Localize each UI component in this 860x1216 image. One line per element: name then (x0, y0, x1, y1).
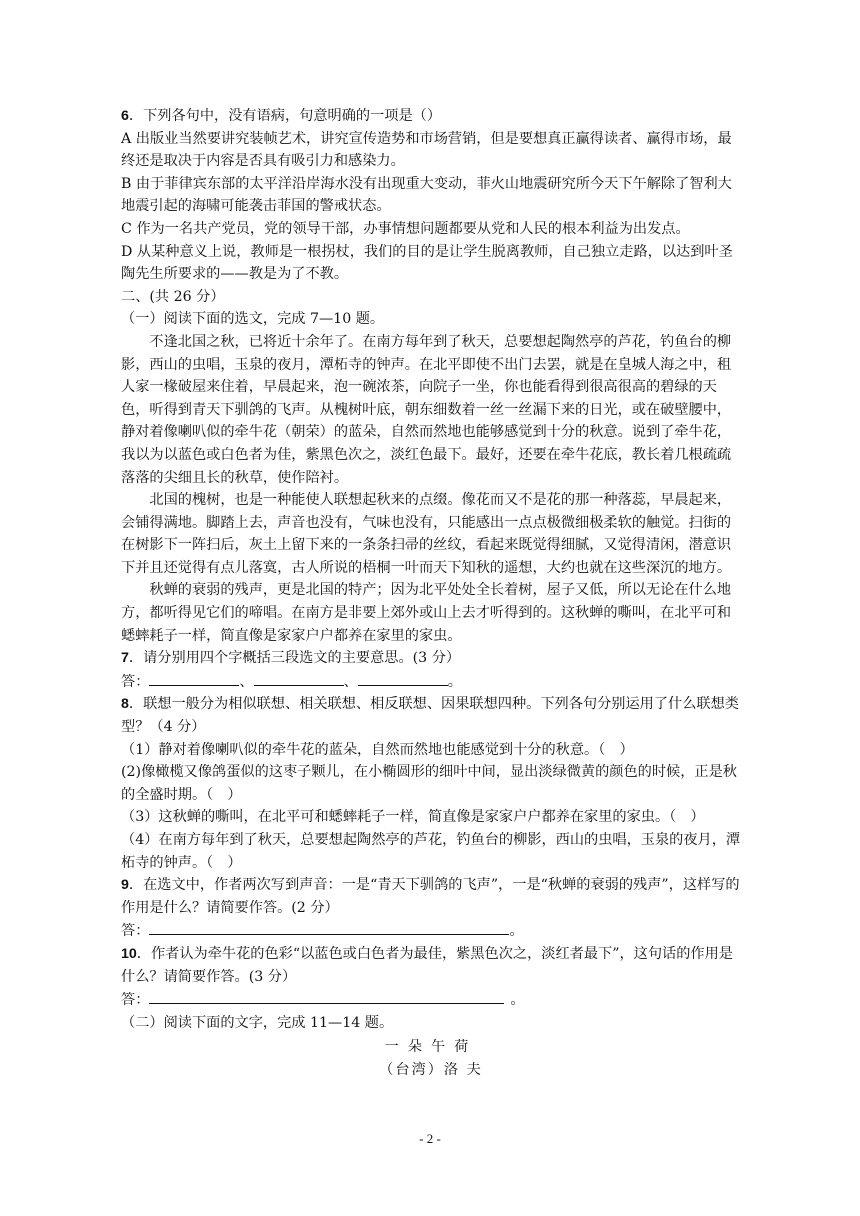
q7-stem (121, 647, 741, 670)
q8-stem (121, 693, 741, 738)
q10-stem-text: ．作者认为牵牛花的色彩“以蓝色或白色者为最佳，紫黑色次之，淡红者最下”，这句话的作用是什么？请简要作答。(3 分） (121, 945, 733, 985)
q9-answer-label: 答： (121, 923, 150, 940)
q10-number: 10 (121, 945, 137, 962)
q6-option-a: A 出版业当然要讲究装帧艺术，讲究宣传造势和市场营销，但是要想真正赢得读者、赢得市场，最终还是取决于内容是否具有吸引力和感染力。 (121, 130, 732, 170)
q10-stem (121, 943, 741, 988)
q8-sentence-3: （3）这秋蝉的嘶叫，在北平可和蟋蟀耗子一样，简直像是家家户户都养在家里的家虫。（ ） (121, 809, 705, 826)
document-content (121, 105, 741, 1082)
q7-number: 7 (121, 650, 129, 667)
q7-blank-2[interactable] (254, 670, 344, 686)
q8-number: 8 (121, 696, 129, 713)
q9-stem (121, 874, 741, 919)
q10-answer-line (121, 988, 741, 1012)
q7-blank-1[interactable] (149, 670, 239, 686)
q9-answer-blank[interactable] (149, 919, 509, 935)
essay-author: （台湾）洛 夫 (379, 1061, 483, 1078)
passage-paragraph-1: 不逢北国之秋，已将近十余年了。在南方每年到了秋天，总要想起陶然亭的芦花，钓鱼台的柳影，西山的虫唱，玉泉的夜月，潭柘寺的钟声。在北平即使不出门去罢，就是在皇城人海之中，租人家一椽破屋来住着，早晨起来，泡一碗浓茶，向院子一坐，你也能看得到很高很高的碧绿的天色，听得到青天下驯鸽的飞声。从槐树叶底，朝东细数着一丝一丝漏下来的日光，或在破壁腰中，静对着像喇叭似的牵牛花（朝荣）的蓝朵，自然而然地也能够感觉到十分的秋意。说到了牵牛花，我以为以蓝色或白色者为佳，紫黑色次之，淡红色最下。最好，还要在牵牛花底，教长着几根疏疏落落的尖细且长的秋草，使作陪衬。 (121, 333, 732, 486)
passage-paragraph-3: 秋蝉的衰弱的残声，更是北国的特产；因为北平处处全长着树，屋子又低，所以无论在什么地方，都听得见它们的啼唱。在南方是非要上郊外或山上去才听得到的。这秋蝉的嘶叫，在北平可和蟋蟀耗子一样，简直像是家家户户都养在家里的家虫。 (121, 582, 732, 644)
q6-stem-text: ．下列各句中，没有语病，句意明确的一项是（） (128, 108, 442, 124)
q9-number: 9 (121, 877, 129, 894)
q9-stem-text: ．在选文中，作者两次写到声音：一是“青天下驯鸽的飞声”，一是“秋蝉的衰弱的残声”，这样写的作用是什么？请简要作答。(2 分） (121, 877, 740, 916)
q8-stem-text: ．联想一般分为相似联想、相关联想、相反联想、因果联想四种。下列各句分别运用了什么联想类型？（4 分） (121, 696, 739, 736)
q6-stem (121, 105, 741, 128)
section2-header: 二、(共 26 分） (121, 288, 225, 305)
essay-title: 一朵午荷 (384, 1039, 478, 1056)
q9-end: 。 (509, 923, 524, 940)
q6-option-b: B 由于菲律宾东部的太平洋沿岸海水没有出现重大变动，菲火山地震研究所今天下午解除了智利大地震引起的海啸可能袭击菲国的警戒状态。 (121, 175, 732, 215)
q6-number: 6 (121, 108, 129, 124)
q7-blank-3[interactable] (358, 670, 448, 686)
q10-answer-label: 答： (121, 992, 150, 1009)
q8-sentence-1: （1）静对着像喇叭似的牵牛花的蓝朵，自然而然地也能感觉到十分的秋意。（ ） (121, 741, 634, 758)
passage-paragraph-2: 北国的槐树，也是一种能使人联想起秋来的点缀。像花而又不是花的那一种落蕊，早晨起来，会铺得满地。脚踏上去，声音也没有，气味也没有，只能感出一点点极微细极柔软的触觉。扫街的在树影下一阵扫后，灰土上留下来的一条条扫帚的丝纹，看起来既觉得细腻，又觉得清闲，潜意识下并且还觉得有点儿落寞，古人所说的梧桐一叶而天下知秋的遥想，大约也就在这些深沉的地方。 (121, 492, 732, 576)
q9-answer-line (121, 919, 741, 943)
part2-sub2: （二）阅读下面的文字，完成 11—14 题。 (121, 1014, 394, 1031)
q7-stem-text: ．请分别用四个字概括三段选文的主要意思。(3 分） (128, 650, 461, 667)
q7-answer-line (121, 670, 741, 694)
q8-sentence-4: （4）在南方每年到了秋天，总要想起陶然亭的芦花，钓鱼台的柳影，西山的虫唱，玉泉的夜月，潭柘寺的钟声。（ ） (121, 832, 741, 871)
section2-sub1: （一）阅读下面的选文，完成 7—10 题。 (121, 311, 385, 328)
q7-answer-label: 答： (121, 673, 150, 690)
q7-sep-2: 、 (343, 673, 358, 690)
q7-end: 。 (447, 673, 462, 690)
q7-sep-1: 、 (239, 673, 254, 690)
q8-sentence-2: (2)像橄榄又像鸽蛋似的这枣子颗儿，在小椭圆形的细叶中间，显出淡绿微黄的颜色的时候，正是秋的全盛时期。（ ） (121, 764, 737, 803)
q6-option-d: D 从某种意义上说，教师是一根拐杖，我们的目的是让学生脱离教师，自己独立走路，以达到叶圣陶先生所要求的——教是为了不教。 (121, 243, 733, 283)
q6-option-c: C 作为一名共产党员，党的领导干部，办事情想问题都要从党和人民的根本利益为出发点。 (121, 220, 690, 237)
q10-end: 。 (510, 992, 525, 1009)
q10-answer-blank[interactable] (149, 988, 504, 1004)
page-number: - 2 - (419, 1131, 441, 1146)
